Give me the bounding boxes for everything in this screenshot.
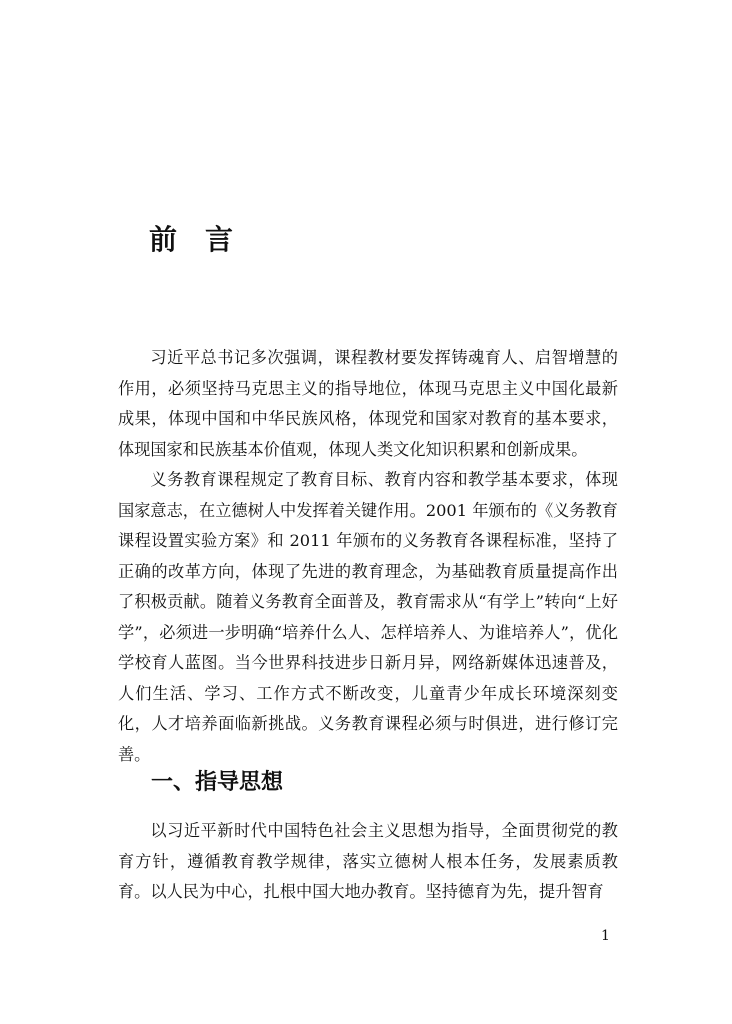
section-heading: 一、指导思想 bbox=[151, 769, 284, 795]
intro-paragraph-1: 习近平总书记多次强调，课程教材要发挥铸魂育人、启智增慧的作用，必须坚持马克思主义的指导地位，体现马克思主义中国化最新成果，体现中国和中华民族风格，体现党和国家对教育的基本要求，体现国家和民族基本价值观，体现人类文化知识积累和创新成果。 bbox=[118, 348, 618, 459]
section-paragraph: 以习近平新时代中国特色社会主义思想为指导，全面贯彻党的教育方针，遵循教育教学规律，落实立德树人根本任务，发展素质教育。以人民为中心，扎根中国大地办教育。坚持德育为先，提升智育 bbox=[118, 821, 618, 901]
intro-paragraph-2: 义务教育课程规定了教育目标、教育内容和教学基本要求，体现国家意志，在立德树人中发挥着关键作用。2001 年颁布的《义务教育课程设置实验方案》和 2011 年颁布的义务教育各课程标准，坚持了正确的改革方向，体现了先进的教育理念，为基础教育质量提高作出了积极贡献。随着义务教育全面普及，教育需求从“有学上”转向“上好学”，必须进一步明确“培养什么人、怎样培养人、为谁培养人”，优化学校育人蓝图。当今世界科技进步日新月异，网络新媒体迅速普及，人们生活、学习、工作方式不断改变，儿童青少年成长环境深刻变化，人才培养面临新挑战。义务教育课程必须与时俱进，进行修订完善。 bbox=[118, 470, 618, 764]
page-title: 前言 bbox=[149, 223, 262, 256]
page-number: 1 bbox=[601, 928, 610, 944]
